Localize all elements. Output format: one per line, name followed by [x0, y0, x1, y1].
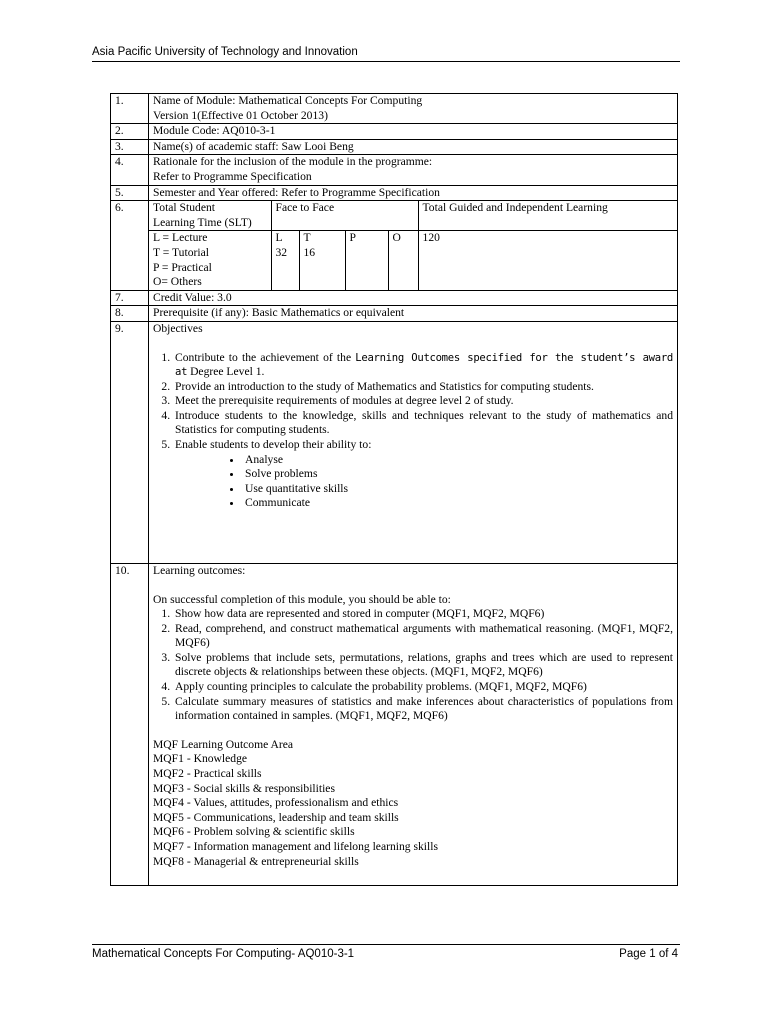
practical-col: P: [345, 231, 388, 290]
prerequisite: Prerequisite (if any): Basic Mathematics or equivalent: [149, 306, 678, 322]
objective-5-text: Enable students to develop their ability to:: [175, 438, 372, 452]
mqf-title: MQF Learning Outcome Area: [153, 737, 294, 751]
row-number: 5.: [111, 185, 149, 201]
list-item: 3. Solve problems that include sets, permutations, relations, graphs and trees which are used to represent discrete objects & relationships between these objects. (MQF1, MQF2, MQF6): [173, 651, 673, 680]
table-row: [111, 306, 678, 322]
guided-learning-value: 120: [418, 231, 677, 290]
legend-tutorial: T = Tutorial: [153, 245, 209, 259]
mqf-item: MQF3 - Social skills & responsibilities: [153, 781, 335, 795]
others-col: O: [388, 231, 418, 290]
learning-outcomes-intro: On successful completion of this module, you should be able to:: [153, 592, 451, 606]
footer-module: Mathematical Concepts For Computing- AQ010-3-1: [92, 948, 355, 960]
table-row: [111, 563, 678, 885]
page-header: Asia Pacific University of Technology and Innovation: [92, 46, 680, 62]
objective-1-text-cont: Learning Outcomes specified for the student’s award at: [175, 351, 673, 379]
academic-staff: Name(s) of academic staff: Saw Looi Beng: [149, 139, 678, 155]
table-row: [111, 201, 678, 291]
table-row: [111, 124, 678, 140]
objectives-list: [153, 351, 673, 512]
module-code: Module Code: AQ010-3-1: [149, 124, 678, 140]
table-row: [111, 290, 678, 306]
list-item: [173, 351, 673, 380]
rationale-label: Rationale for the inclusion of the module in the programme:: [153, 155, 433, 169]
objective-1-text: Contribute to the achievement of the: [175, 350, 356, 364]
table-row: [149, 231, 677, 290]
slt-table: [149, 201, 677, 290]
mqf-item: MQF4 - Values, attitudes, professionalism and ethics: [153, 796, 399, 810]
lecture-hours: 32: [275, 245, 288, 259]
lecture-col: [271, 231, 299, 290]
list-item: • Analyse: [243, 453, 673, 468]
table-row: [111, 94, 678, 124]
credit-value: Credit Value: 3.0: [149, 290, 678, 306]
table-row: [111, 185, 678, 201]
row-number: 7.: [111, 290, 149, 306]
list-item: 1. Show how data are represented and stored in computer (MQF1, MQF2, MQF6): [173, 607, 673, 622]
row-number: 6.: [111, 201, 149, 291]
face-to-face-header: Face to Face: [271, 201, 418, 231]
slt-label-line2: Learning Time (SLT): [153, 215, 252, 229]
legend-practical: P = Practical: [153, 260, 212, 274]
legend-lecture: L = Lecture: [153, 231, 208, 245]
objectives-title: Objectives: [153, 321, 203, 335]
tutorial-col: [299, 231, 345, 290]
list-item: • Solve problems: [243, 467, 673, 482]
mqf-item: MQF7 - Information management and lifelong learning skills: [153, 840, 438, 853]
tutorial-col-label: T: [303, 231, 311, 245]
slt-legend: [149, 231, 271, 290]
table-row: [111, 139, 678, 155]
module-info-table: [110, 93, 678, 886]
slt-cell: [149, 201, 678, 291]
semester-year: Semester and Year offered: Refer to Programme Specification: [149, 185, 678, 201]
list-item: [173, 438, 673, 511]
footer-divider: [92, 944, 680, 945]
module-version: Version 1(Effective 01 October 2013): [153, 108, 328, 122]
learning-outcomes-cell: [149, 563, 678, 885]
list-item: 2. Provide an introduction to the study of Mathematics and Statistics for computing students.: [173, 380, 673, 395]
skills-list: [175, 453, 673, 511]
lecture-col-label: L: [275, 231, 283, 245]
mqf-item: MQF8 - Managerial & entrepreneurial skills: [153, 854, 359, 868]
list-item: • Use quantitative skills: [243, 482, 673, 497]
rationale-value: Refer to Programme Specification: [153, 169, 312, 183]
list-item: 5. Calculate summary measures of statistics and make inferences about characteristics of populations from information contained in samples. (MQF1, MQF2, MQF6): [173, 695, 673, 724]
table-row: [149, 201, 677, 231]
list-item: 3. Meet the prerequisite requirements of modules at degree level 2 of study.: [173, 394, 673, 409]
list-item: 2. Read, comprehend, and construct mathematical arguments with mathematical reasoning. (MQF1, MQF2, MQF6): [173, 622, 673, 651]
objectives-cell: [149, 321, 678, 563]
row-number: 3.: [111, 139, 149, 155]
tutorial-hours: 16: [303, 245, 316, 259]
mqf-item: MQF1 - Knowledge: [153, 752, 248, 766]
learning-outcomes-list: [153, 607, 673, 724]
list-item: 4. Apply counting principles to calculate the probability problems. (MQF1, MQF2, MQF6): [173, 680, 673, 695]
mqf-item: MQF5 - Communications, leadership and team skills: [153, 810, 399, 824]
row-number: 9.: [111, 321, 149, 563]
mqf-item: MQF2 - Practical skills: [153, 767, 262, 781]
guided-learning-header: Total Guided and Independent Learning: [418, 201, 677, 231]
legend-others: O= Others: [153, 275, 202, 289]
rationale-cell: [149, 155, 678, 185]
list-item: 4. Introduce students to the knowledge, skills and techniques relevant to the study of mathematics and Statistics for computing students.: [173, 409, 673, 438]
table-row: [111, 321, 678, 563]
module-name: Name of Module: Mathematical Concepts For Computing: [153, 94, 423, 107]
slt-label-line1: Total Student: [153, 201, 215, 215]
table-row: [111, 155, 678, 185]
slt-label: [149, 201, 271, 231]
row-number: 1.: [111, 94, 149, 124]
list-item: • Communicate: [243, 496, 673, 511]
module-name-cell: [149, 94, 678, 124]
row-number: 4.: [111, 155, 149, 185]
learning-outcomes-title: Learning outcomes:: [153, 563, 246, 577]
row-number: 2.: [111, 124, 149, 140]
row-number: 10.: [111, 563, 149, 885]
row-number: 8.: [111, 306, 149, 322]
mqf-item: MQF6 - Problem solving & scientific skills: [153, 825, 355, 839]
objective-1-text-end: Degree Level 1.: [190, 365, 265, 379]
page-number: Page 1 of 4: [619, 948, 678, 960]
